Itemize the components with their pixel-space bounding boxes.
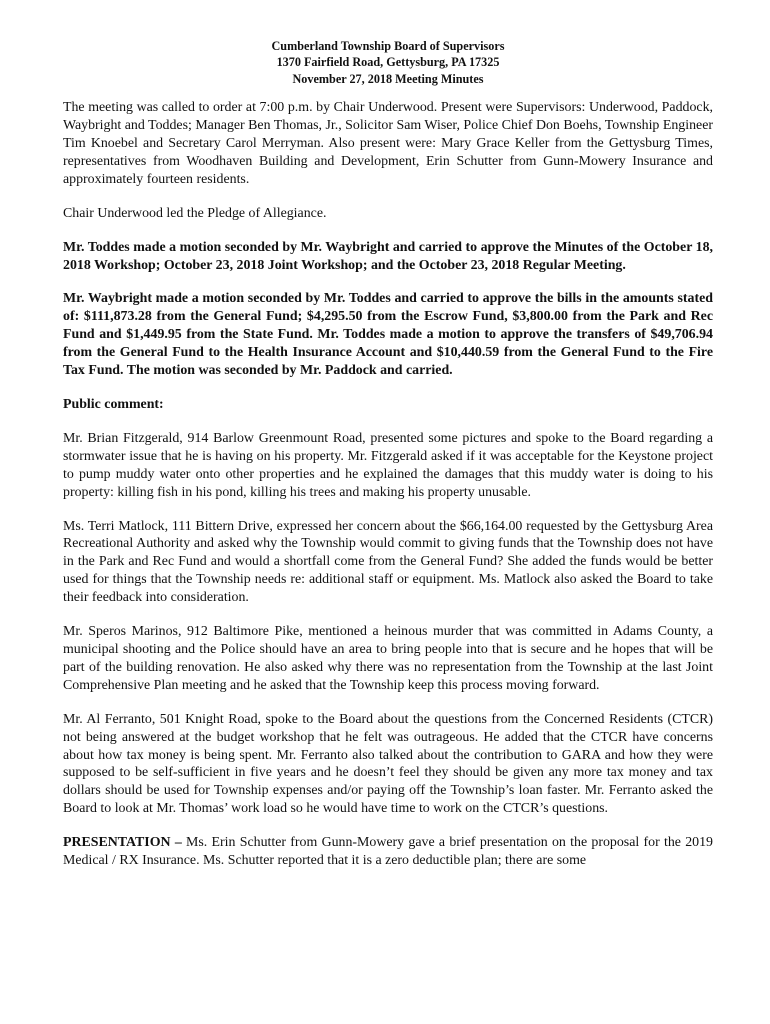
presentation-text: Ms. Erin Schutter from Gunn-Mowery gave a brief presentation on the proposal for the 2019 Medical / RX Insurance. Ms. Schutter reported that it is a zero deductible plan; there are some: [63, 835, 713, 869]
paragraph-pledge: Chair Underwood led the Pledge of Allegiance.: [63, 205, 327, 221]
paragraph-comment-marinos: Mr. Speros Marinos, 912 Baltimore Pike, mentioned a heinous murder that was committed in Adams County, a municipal shooting and the Police should have an area to bring people into that is secure and he hopes that will be part of the building renovation. He also asked why there was no representation from the Township at the last Joint Comprehensive Plan meeting and he asked that the Township keep this process moving forward.: [63, 624, 713, 693]
document-header: [63, 38, 713, 87]
document-page: [63, 38, 713, 886]
paragraph-motion-bills: Mr. Waybright made a motion seconded by Mr. Toddes and carried to approve the bills in the amounts stated of: $111,873.28 from the General Fund; $4,295.50 from the Escrow Fund, $3,800.00 from the Park and Rec Fund and $1,449.95 from the State Fund. Mr. Toddes made a motion to approve the transfers of $49,706.94 from the General Fund to the Health Insurance Account and $10,440.59 from the General Fund to the Fire Tax Fund. The motion was seconded by Mr. Paddock and carried.: [63, 291, 713, 379]
public-comment-heading: Public comment:: [63, 397, 164, 412]
paragraph-comment-ferranto: Mr. Al Ferranto, 501 Knight Road, spoke to the Board about the questions from the Concerned Residents (CTCR) not being answered at the budget workshop that he felt was outrageous. He added that the CTCR have concerns about how tax money is being spent. Mr. Ferranto also talked about the contribution to GARA and how they were supposed to be self-sufficient in five years and he doesn’t feel they should be given any more tax money and tax dollars should be used for Township expenses and/or paying off the Township’s loan faster. Mr. Ferranto asked the Board to look at Mr. Thomas’ work load so he would have time to work on the CTCR’s questions.: [63, 711, 713, 817]
header-meeting-title: November 27, 2018 Meeting Minutes: [292, 71, 484, 86]
paragraph-call-to-order: The meeting was called to order at 7:00 p.m. by Chair Underwood. Present were Supervisors: Underwood, Paddock, Waybright and Toddes; Manager Ben Thomas, Jr., Solicitor Sam Wiser, Police Chief Don Boehs, Township Engineer Tim Knoebel and Secretary Carol Merryman. Also present were: Mary Grace Keller from the Gettysburg Times, representatives from Woodhaven Building and Development, Erin Schutter from Gunn-Mowery Insurance and approximately fourteen residents.: [63, 100, 713, 187]
presentation-label: PRESENTATION –: [63, 835, 182, 851]
paragraph-comment-matlock: Ms. Terri Matlock, 111 Bittern Drive, expressed her concern about the $66,164.00 requested by the Gettysburg Area Recreational Authority and asked why the Township would commit to giving funds that the Township does not have in the Park and Rec Fund and would a shortfall come from the General Fund? She added the funds would be better used for things that the Township needs re: additional staff or equipment. Ms. Matlock also asked the Board to take their feedback into consideration.: [63, 518, 713, 606]
header-organization: Cumberland Township Board of Supervisors: [271, 39, 505, 53]
paragraph-motion-minutes: Mr. Toddes made a motion seconded by Mr. Waybright and carried to approve the Minutes of the October 18, 2018 Workshop; October 23, 2018 Joint Workshop; and the October 23, 2018 Regular Meeting.: [63, 239, 713, 273]
paragraph-presentation: [63, 834, 713, 870]
paragraph-comment-fitzgerald: Mr. Brian Fitzgerald, 914 Barlow Greenmount Road, presented some pictures and spoke to the Board regarding a stormwater issue that he is having on his property. Mr. Fitzgerald asked if it was acceptable for the Keystone project to pump muddy water onto other properties and he explained the damages that this muddy water is doing to his property: killing fish in his pond, killing his trees and making his property unusable.: [63, 430, 713, 500]
header-address: 1370 Fairfield Road, Gettysburg, PA 17325: [276, 55, 500, 70]
